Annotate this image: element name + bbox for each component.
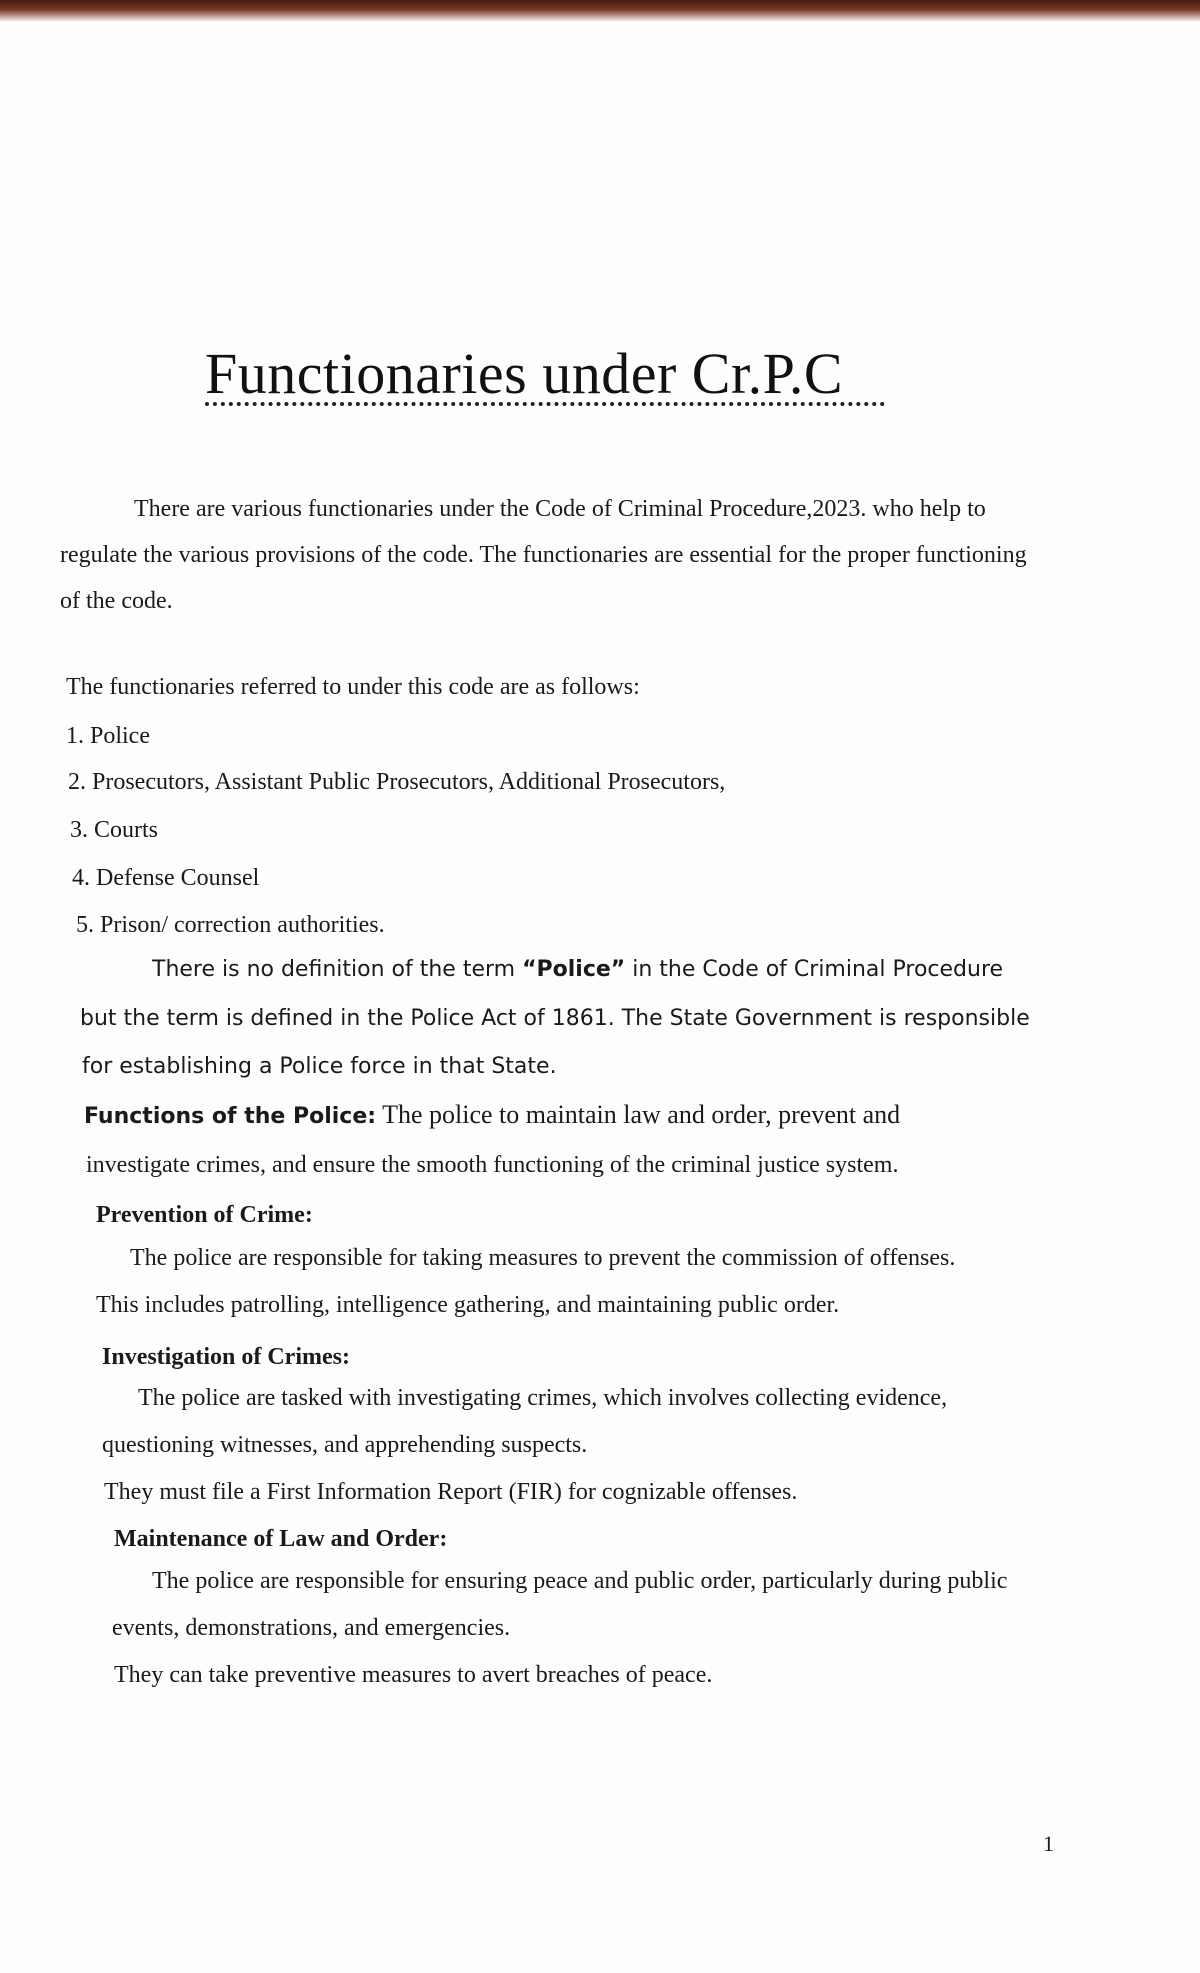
- section-maintenance-line: events, demonstrations, and emergencies.: [112, 1615, 511, 1641]
- functions-of-police: [84, 1100, 900, 1132]
- section-maintenance-line: The police are responsible for ensuring peace and public order, particularly during public: [152, 1568, 1008, 1594]
- section-maintenance-line: They can take preventive measures to avert breaches of peace.: [114, 1662, 713, 1688]
- list-item-police: 1. Police: [66, 723, 150, 749]
- police-definition-line-3: for establishing a Police force in that State.: [82, 1054, 557, 1079]
- section-prevention-line: This includes patrolling, intelligence gathering, and maintaining public order.: [96, 1292, 840, 1318]
- list-item-prison: 5. Prison/ correction authorities.: [76, 912, 385, 938]
- functions-label: Functions of the Police:: [84, 1104, 377, 1129]
- intro-text: There are various functionaries under the Code of Criminal Procedure,2023. who help to regulate the various provisions of the code. The functionaries are essential for the proper functioning of the code.: [60, 496, 1027, 614]
- section-prevention-line: The police are responsible for taking measures to prevent the commission of offenses.: [130, 1245, 956, 1271]
- page-number: 1: [1043, 1831, 1054, 1856]
- functions-line-1: The police to maintain law and order, prevent and: [376, 1100, 901, 1129]
- functions-line-2: investigate crimes, and ensure the smooth functioning of the criminal justice system.: [86, 1152, 899, 1178]
- section-heading-investigation: Investigation of Crimes:: [102, 1344, 350, 1370]
- section-investigation-line: questioning witnesses, and apprehending suspects.: [102, 1432, 588, 1458]
- title-underline: [205, 402, 885, 406]
- list-item-defense-counsel: 4. Defense Counsel: [72, 865, 260, 891]
- section-heading-prevention: Prevention of Crime:: [96, 1202, 313, 1228]
- police-definition-line-1: [152, 955, 1003, 985]
- section-investigation-line: The police are tasked with investigating crimes, which involves collecting evidence,: [138, 1385, 948, 1411]
- list-item-courts: 3. Courts: [70, 817, 159, 843]
- intro-paragraph: [60, 486, 1040, 624]
- police-definition-before: There is no definition of the term: [152, 957, 523, 982]
- page-top-edge: [0, 0, 1200, 22]
- page-title: Functionaries under Cr.P.C: [205, 341, 844, 406]
- police-definition-after: in the Code of Criminal Procedure: [625, 957, 1004, 982]
- section-investigation-line: They must file a First Information Report (FIR) for cognizable offenses.: [104, 1479, 798, 1505]
- section-heading-maintenance: Maintenance of Law and Order:: [114, 1526, 448, 1552]
- list-heading: The functionaries referred to under this code are as follows:: [66, 674, 640, 700]
- police-definition-line-2: but the term is defined in the Police Act of 1861. The State Government is responsible: [80, 1006, 1030, 1031]
- police-term: “Police”: [522, 957, 626, 982]
- list-item-prosecutors: 2. Prosecutors, Assistant Public Prosecutors, Additional Prosecutors,: [68, 769, 726, 795]
